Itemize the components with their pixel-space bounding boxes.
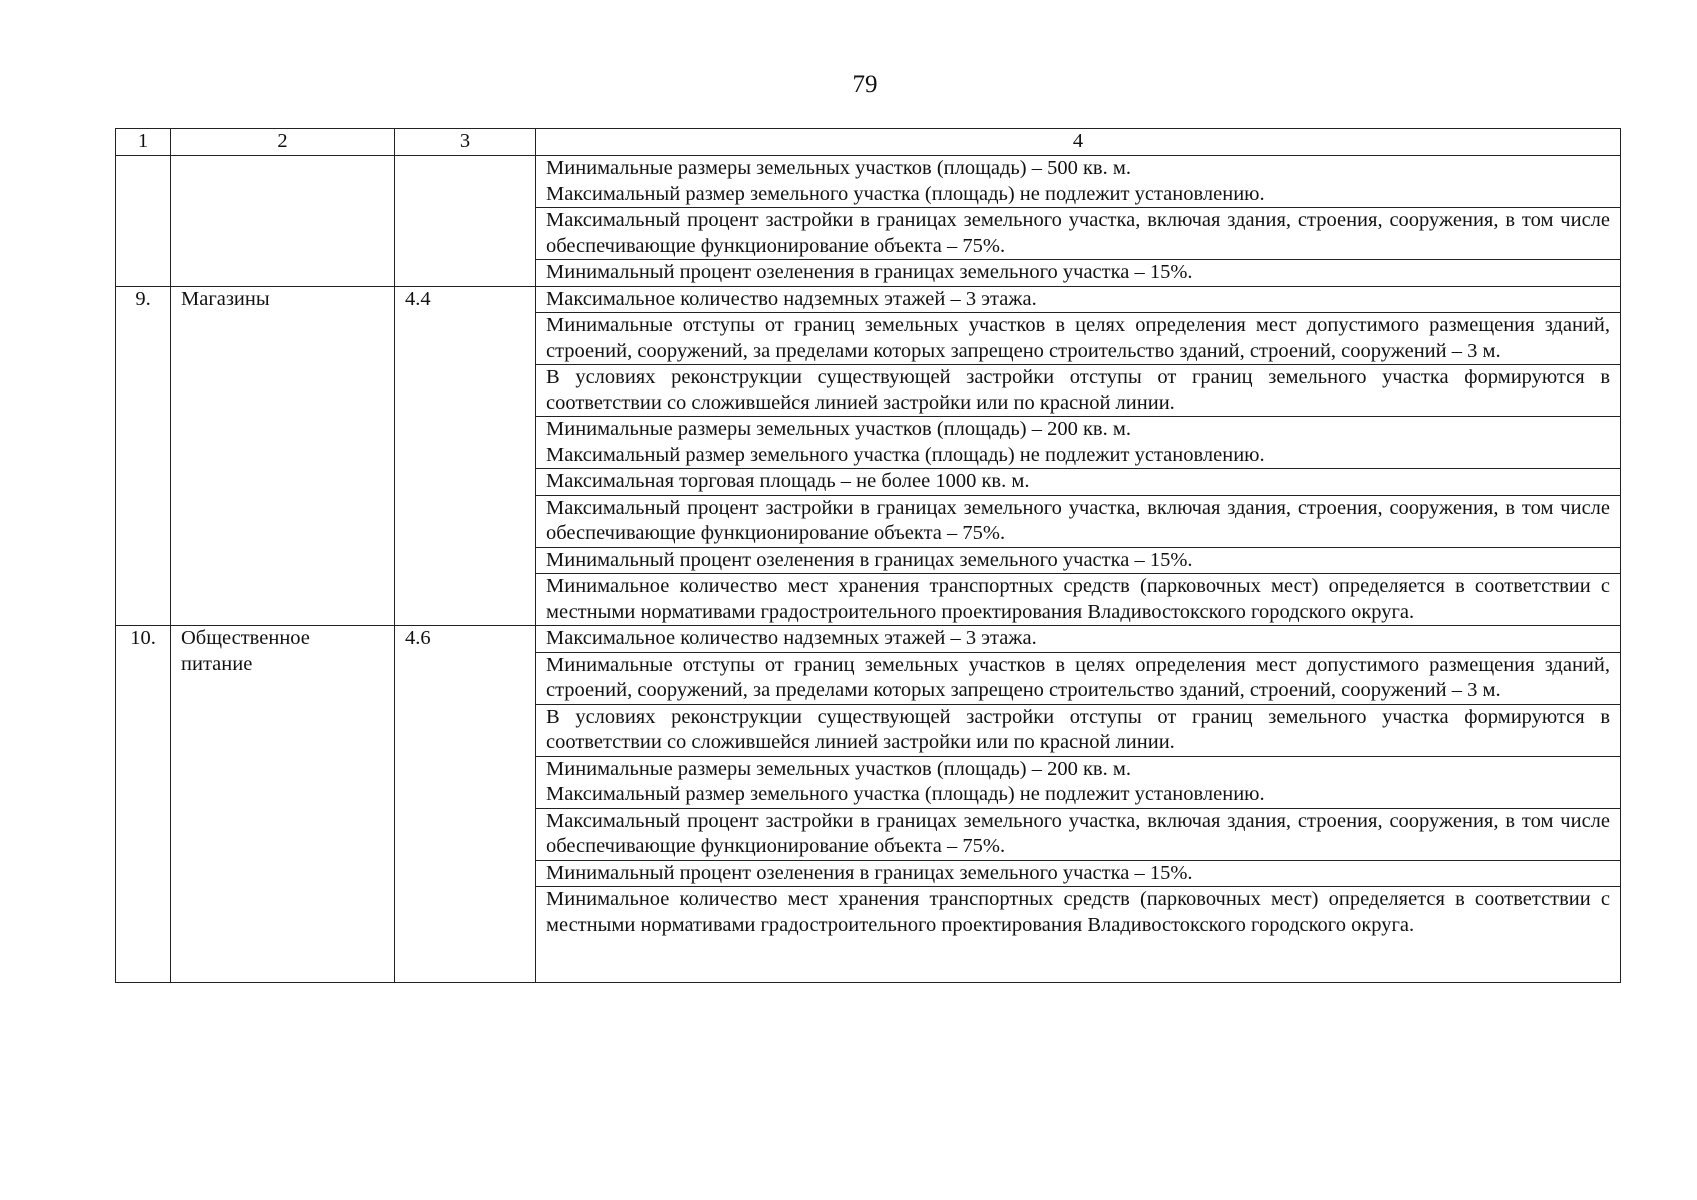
criterion-text: Минимальные размеры земельных участков (площадь) – 200 кв. м. [546,757,1131,780]
land-use-code-cell: 4.4 [395,286,536,626]
criterion-cell [536,156,1621,208]
row-number-cell: 10. [116,626,171,983]
criterion-text: Минимальные отступы от границ земельных участков в целях определения мест допустимого размещения зданий, строений, сооружений, за пределами которых запрещено строительство зданий, строений, сооружений – 3 м. [546,653,1610,701]
criterion-cell [536,626,1621,653]
criterion-text: Минимальные размеры земельных участков (площадь) – 200 кв. м. [546,418,1131,440]
criterion-text: Максимальный процент застройки в границах земельного участка, включая здания, строения, сооружения, в том числе обеспечивающие функционирование объекта – 75%. [546,496,1610,544]
criterion-text: Минимальные размеры земельных участков (площадь) – 500 кв. м. [546,157,1131,179]
criterion-cell [536,756,1621,808]
criterion-text: Максимальный размер земельного участка (площадь) не подлежит установлению. [546,443,1265,466]
criterion-cell [536,365,1621,417]
criterion-cell [536,574,1621,626]
criterion-text: Минимальный процент озеленения в границах земельного участка – 15%. [546,261,1193,283]
table-row [116,286,1621,313]
table-row [116,626,1621,653]
criterion-cell [536,860,1621,887]
column-header-3: 3 [395,129,536,156]
criterion-cell [536,417,1621,469]
criterion-text: Максимальное количество надземных этажей – 3 этажа. [546,287,1037,310]
criterion-text: Минимальные отступы от границ земельных участков в целях определения мест допустимого размещения зданий, строений, сооружений, за пределами которых запрещено строительство зданий, строений, сооружений – 3 м. [546,314,1610,362]
row-number-cell: 9. [116,286,171,626]
criterion-text: Максимальное количество надземных этажей – 3 этажа. [546,627,1037,649]
criterion-cell [536,887,1621,983]
criterion-text: В условиях реконструкции существующей застройки отступы от границ земельного участка формируются в соответствии со сложившейся линией застройки или по красной линии. [546,705,1610,753]
land-use-name-cell: Магазины [171,286,395,626]
criterion-cell [536,260,1621,287]
criterion-cell [536,495,1621,547]
criterion-text: Максимальный процент застройки в границах земельного участка, включая здания, строения, сооружения, в том числе обеспечивающие функционирование объекта – 75%. [546,809,1610,857]
criterion-cell [536,469,1621,496]
criterion-cell [536,704,1621,756]
row-number-cell [116,156,171,287]
criterion-text: Минимальный процент озеленения в границах земельного участка – 15%. [546,548,1193,571]
land-use-name-cell: Общественное питание [171,626,395,983]
land-use-name-cell [171,156,395,287]
land-use-code-cell: 4.6 [395,626,536,983]
criterion-cell [536,808,1621,860]
criterion-cell [536,313,1621,365]
criterion-text: Максимальный процент застройки в границах земельного участка, включая здания, строения, сооружения, в том числе обеспечивающие функционирование объекта – 75%. [546,209,1610,257]
criterion-text: Максимальная торговая площадь – не более 1000 кв. м. [546,470,1030,492]
column-header-4: 4 [536,129,1621,156]
criterion-text: В условиях реконструкции существующей застройки отступы от границ земельного участка формируются в соответствии со сложившейся линией застройки или по красной линии. [546,366,1610,414]
regulations-table [115,128,1621,983]
criterion-text: Минимальный процент озеленения в границах земельного участка – 15%. [546,861,1193,884]
page-number: 79 [852,71,878,98]
criterion-text: Минимальное количество мест хранения транспортных средств (парковочных мест) определяется в соответствии с местными нормативами градостроительного проектирования Владивостокского городского округа. [546,888,1610,936]
table-body [116,156,1621,983]
criterion-text: Максимальный размер земельного участка (площадь) не подлежит установлению. [546,182,1265,205]
criterion-cell [536,208,1621,260]
criterion-text: Максимальный размер земельного участка (площадь) не подлежит установлению. [546,783,1265,805]
criterion-cell [536,547,1621,574]
criterion-cell [536,652,1621,704]
criterion-text: Минимальное количество мест хранения транспортных средств (парковочных мест) определяется в соответствии с местными нормативами градостроительного проектирования Владивостокского городского округа. [546,575,1610,623]
column-header-1: 1 [116,129,171,156]
column-header-2: 2 [171,129,395,156]
land-use-code-cell [395,156,536,287]
table-row [116,156,1621,208]
criterion-cell [536,286,1621,313]
table-header-row [116,129,1621,156]
